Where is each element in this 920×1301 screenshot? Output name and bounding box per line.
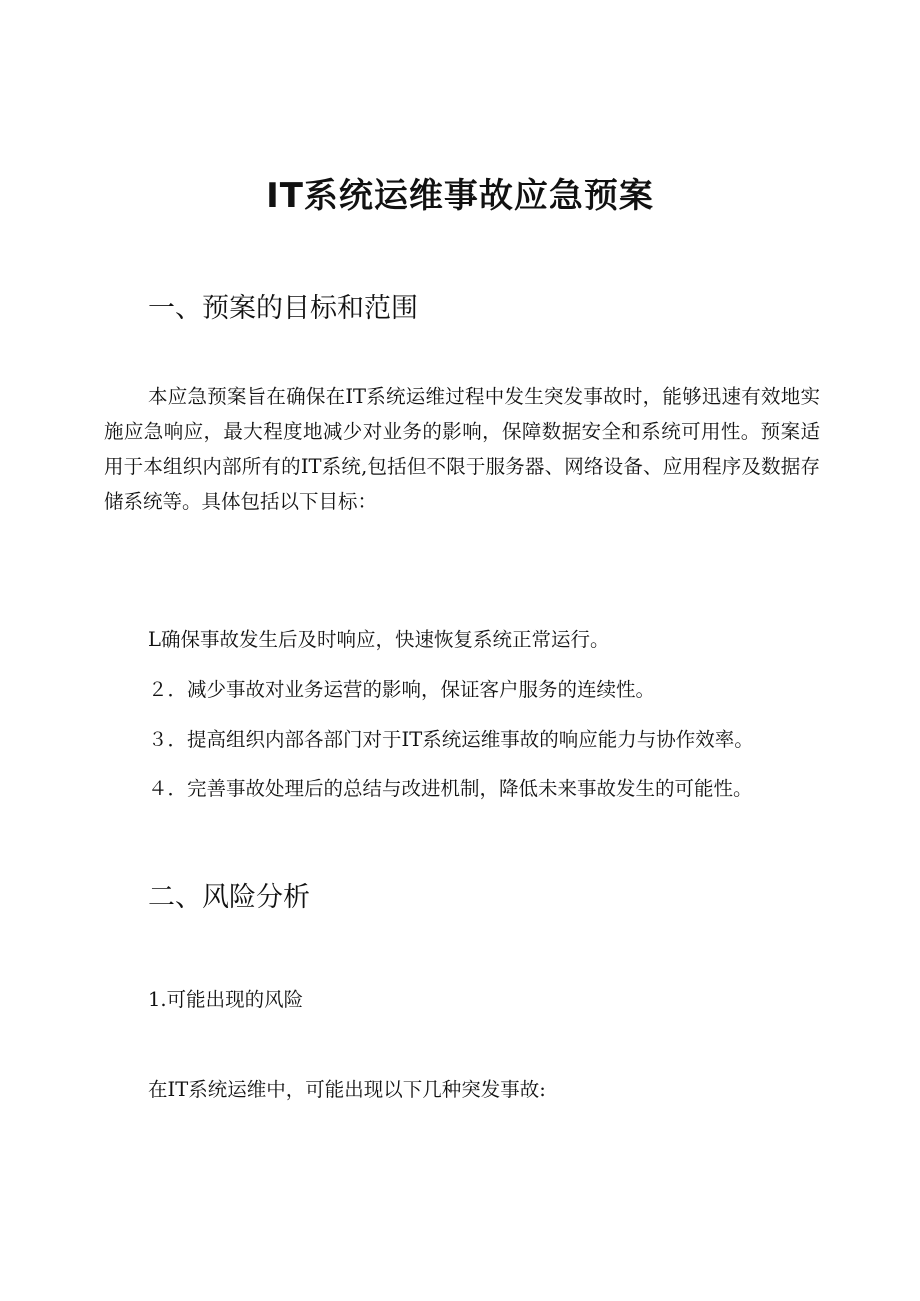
goal-item-4: ４．完善事故处理后的总结与改进机制，降低未来事故发生的可能性。 [148, 777, 753, 800]
document-title: IT系统运维事故应急预案 [266, 176, 654, 216]
goal-item-2: ２．减少事故对业务运营的影响，保证客户服务的连续性。 [148, 678, 656, 701]
section-heading-goals-scope: 一、预案的目标和范围 [148, 293, 418, 324]
subheading-possible-risks: 1.可能出现的风险 [148, 988, 304, 1011]
goal-item-1: L确保事故发生后及时响应，快速恢复系统正常运行。 [148, 628, 610, 651]
risk-intro-text: 在IT系统运维中，可能出现以下几种突发事故: [148, 1078, 546, 1101]
goal-item-3: ３．提高组织内部各部门对于IT系统运维事故的响应能力与协作效率。 [148, 728, 754, 751]
section-heading-risk-analysis: 二、风险分析 [148, 882, 310, 913]
section-paragraph-goals: 本应急预案旨在确保在IT系统运维过程中发生突发事故时，能够迅速有效地实施应急响应，最大程度地减少对业务的影响，保障数据安全和系统可用性。预案适用于本组织内部所有的IT系统,包括但不限于服务器、网络设备、应用程序及数据存储系统等。具体包括以下目标： [104, 385, 820, 513]
